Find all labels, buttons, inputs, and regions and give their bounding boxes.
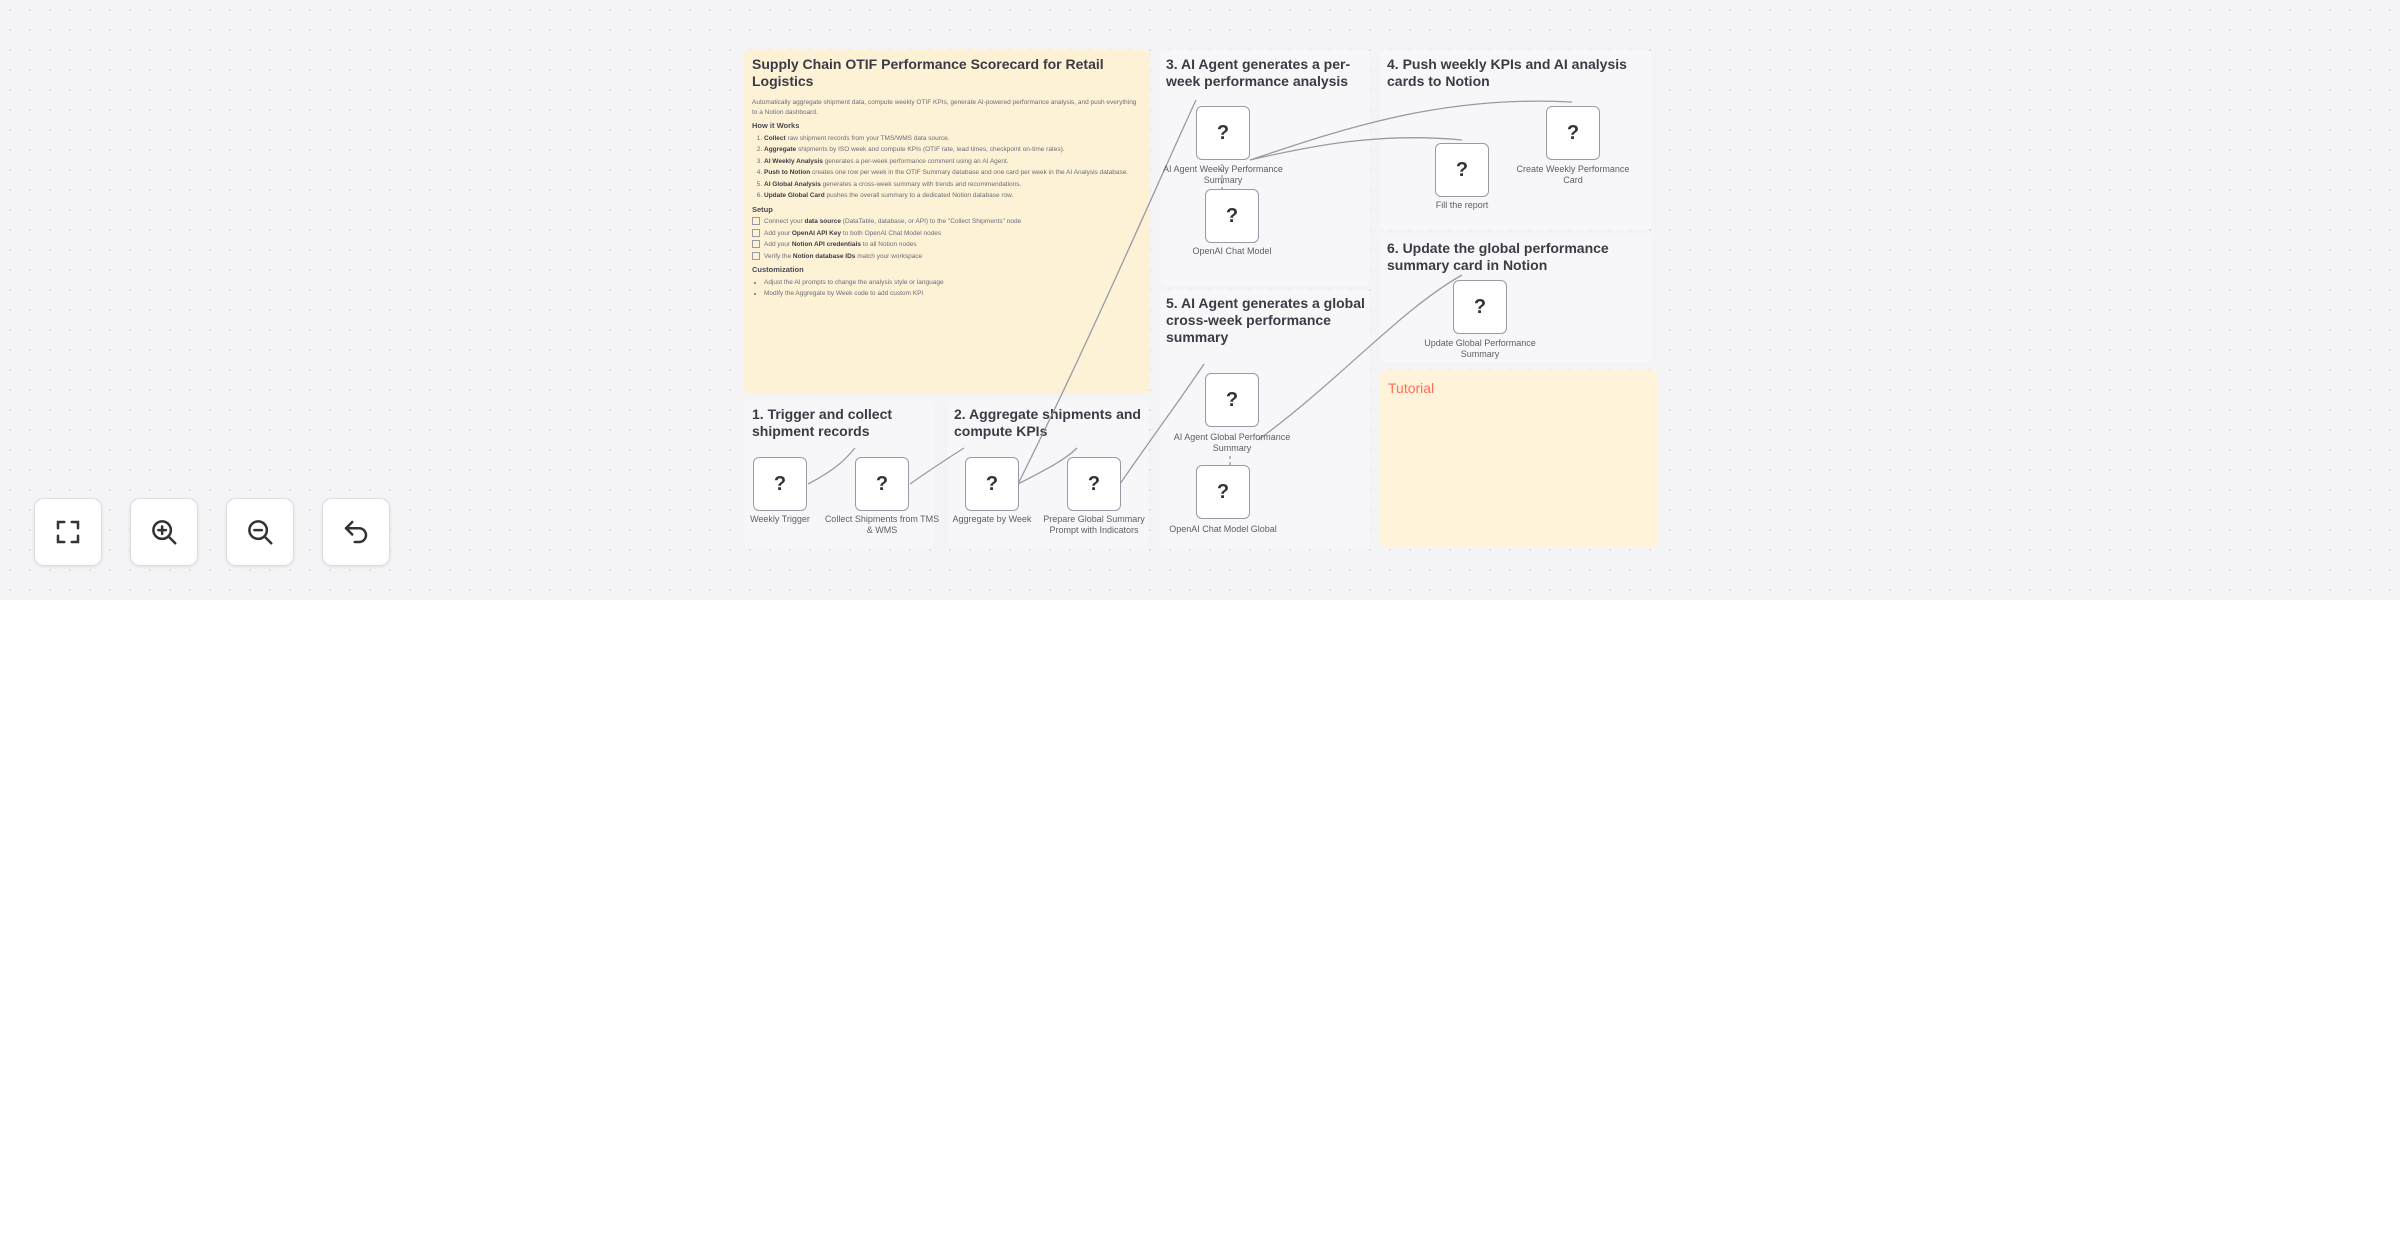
step-item	[764, 168, 1142, 178]
step-text: generates a per-week performance comment using an AI Agent.	[822, 157, 1009, 165]
node-unknown-icon: ?	[1087, 472, 1101, 495]
step-text: shipments by ISO week and compute KPIs (OTIF rate, lead times, checkpoint on-time rates).	[796, 146, 1065, 153]
checkbox[interactable]	[752, 252, 760, 260]
step-item	[764, 134, 1142, 144]
openai-chat-model-node[interactable]	[1205, 189, 1259, 243]
node-unknown-icon: ?	[1225, 388, 1239, 411]
openai-chat-global-node[interactable]	[1196, 465, 1250, 519]
step-text: pushes the overall summary to a dedicated Notion database row.	[824, 192, 1014, 199]
step-bold: AI Weekly Analysis	[764, 157, 823, 165]
ai-agent-global-node[interactable]	[1205, 373, 1259, 427]
tutorial-label: Tutorial	[1388, 380, 1435, 396]
collect-shipments-node[interactable]	[855, 457, 909, 511]
setup-text: Notion database IDs	[792, 252, 856, 260]
setup-text: OpenAI API Key	[791, 229, 842, 237]
fullscreen-icon	[53, 517, 83, 547]
node-unknown-icon: ?	[1216, 480, 1230, 503]
setup-text: Verify the	[764, 252, 793, 260]
reset-zoom-button[interactable]	[322, 498, 390, 566]
prepare-global-summary-label: Prepare Global Summary Prompt with Indicators	[1043, 514, 1145, 535]
fill-report-label: Fill the report	[1435, 200, 1489, 210]
setup-text: Notion API credentials	[791, 241, 861, 248]
step-bold: Aggregate	[764, 146, 797, 153]
setup-text: data source	[804, 218, 841, 225]
collect-shipments-label: Collect Shipments from TMS & WMS	[824, 514, 940, 535]
step-text: raw shipment records from your TMS/WMS data source.	[785, 134, 950, 142]
customization-item: • Modify the Aggregate by Week code to add custom KPI	[764, 289, 1142, 299]
setup-item	[752, 217, 1142, 227]
customization-heading: Customization	[752, 265, 804, 274]
update-global-summary-node[interactable]	[1453, 280, 1507, 334]
ai-agent-weekly-label: AI Agent Weekly Performance Summary	[1163, 164, 1283, 185]
setup-item	[752, 229, 1142, 239]
node-unknown-icon: ?	[1216, 121, 1230, 144]
tutorial-sticky[interactable]	[1380, 370, 1658, 548]
openai-chat-global-label: OpenAI Chat Model Global	[1169, 524, 1277, 534]
node-unknown-icon: ?	[1473, 295, 1487, 318]
section-4-title: 4. Push weekly KPIs and AI analysis cards to Notion	[1387, 56, 1627, 89]
weekly-trigger-label: Weekly Trigger	[750, 514, 810, 524]
zoom-out-icon	[245, 517, 275, 547]
checkbox[interactable]	[752, 217, 760, 225]
update-global-summary-label: Update Global Performance Summary	[1424, 338, 1536, 359]
setup-text: Connect your	[764, 218, 805, 225]
setup-list	[752, 217, 1142, 261]
step-text: creates one row per week in the OTIF Summary database and one card per week in the AI Analysis database.	[810, 169, 1129, 176]
fit-view-button[interactable]	[34, 498, 102, 566]
main-note-intro: Automatically aggregate shipment data, compute weekly OTIF KPIs, generate AI-powered performance analysis, and push everything to a Notion dashboard.	[752, 99, 1137, 116]
section-3-title: 3. AI Agent generates a per-week performance analysis	[1166, 56, 1351, 89]
aggregate-by-week-label: Aggregate by Week	[952, 514, 1032, 524]
ai-agent-weekly-node[interactable]	[1196, 106, 1250, 160]
openai-chat-model-label: OpenAI Chat Model	[1192, 246, 1272, 256]
section-5-title: 5. AI Agent generates a global cross-week performance summary	[1166, 295, 1365, 345]
main-note-body	[752, 98, 1142, 301]
step-item	[764, 157, 1142, 167]
setup-text: to all Notion nodes	[860, 241, 917, 248]
setup-text: (DataTable, database, or API) to the "Collect Shipments" node	[840, 218, 1022, 225]
zoom-in-icon	[149, 517, 179, 547]
how-it-works-heading: How it Works	[752, 121, 800, 130]
ai-agent-global-label: AI Agent Global Performance Summary	[1173, 432, 1291, 453]
section-2-title: 2. Aggregate shipments and compute KPIs	[954, 406, 1141, 439]
section-6-title: 6. Update the global performance summary card in Notion	[1387, 240, 1609, 273]
create-weekly-card-label: Create Weekly Performance Card	[1516, 164, 1630, 185]
setup-text: to both OpenAI Chat Model nodes	[841, 229, 942, 237]
node-unknown-icon: ?	[1225, 204, 1239, 227]
aggregate-by-week-node[interactable]	[965, 457, 1019, 511]
setup-text: Add your	[764, 241, 792, 248]
section-1-title: 1. Trigger and collect shipment records	[752, 406, 893, 439]
step-bold: Update Global Card	[764, 192, 825, 199]
setup-item	[752, 252, 1142, 262]
weekly-trigger-node[interactable]	[753, 457, 807, 511]
zoom-in-button[interactable]	[130, 498, 198, 566]
setup-text: match your workspace	[855, 252, 923, 260]
setup-heading: Setup	[752, 204, 773, 214]
steps-list	[752, 134, 1142, 201]
checkbox[interactable]	[752, 229, 760, 237]
node-unknown-icon: ?	[1455, 158, 1469, 181]
step-item	[764, 191, 1142, 201]
undo-icon	[341, 517, 371, 547]
prepare-global-summary-node[interactable]	[1067, 457, 1121, 511]
fill-report-node[interactable]	[1435, 143, 1489, 197]
customization-item: • Adjust the AI prompts to change the analysis style or language	[764, 278, 1142, 288]
workflow-canvas[interactable]	[0, 0, 2400, 600]
step-bold: AI Global Analysis	[764, 180, 821, 188]
step-text: generates a cross-week summary with trends and recommendations.	[820, 180, 1022, 188]
node-unknown-icon: ?	[985, 472, 999, 495]
node-unknown-icon: ?	[1566, 121, 1580, 144]
step-bold: Collect	[764, 134, 786, 142]
setup-item	[752, 240, 1142, 250]
step-item	[764, 145, 1142, 155]
customization-list	[752, 278, 1142, 299]
setup-text: Add your	[764, 229, 792, 237]
checkbox[interactable]	[752, 240, 760, 248]
create-weekly-card-node[interactable]	[1546, 106, 1600, 160]
step-bold: Push to Notion	[764, 169, 811, 176]
zoom-out-button[interactable]	[226, 498, 294, 566]
step-item	[764, 180, 1142, 190]
node-unknown-icon: ?	[875, 472, 889, 495]
node-unknown-icon: ?	[773, 472, 787, 495]
main-note-title: Supply Chain OTIF Performance Scorecard for Retail Logistics	[752, 56, 1104, 89]
